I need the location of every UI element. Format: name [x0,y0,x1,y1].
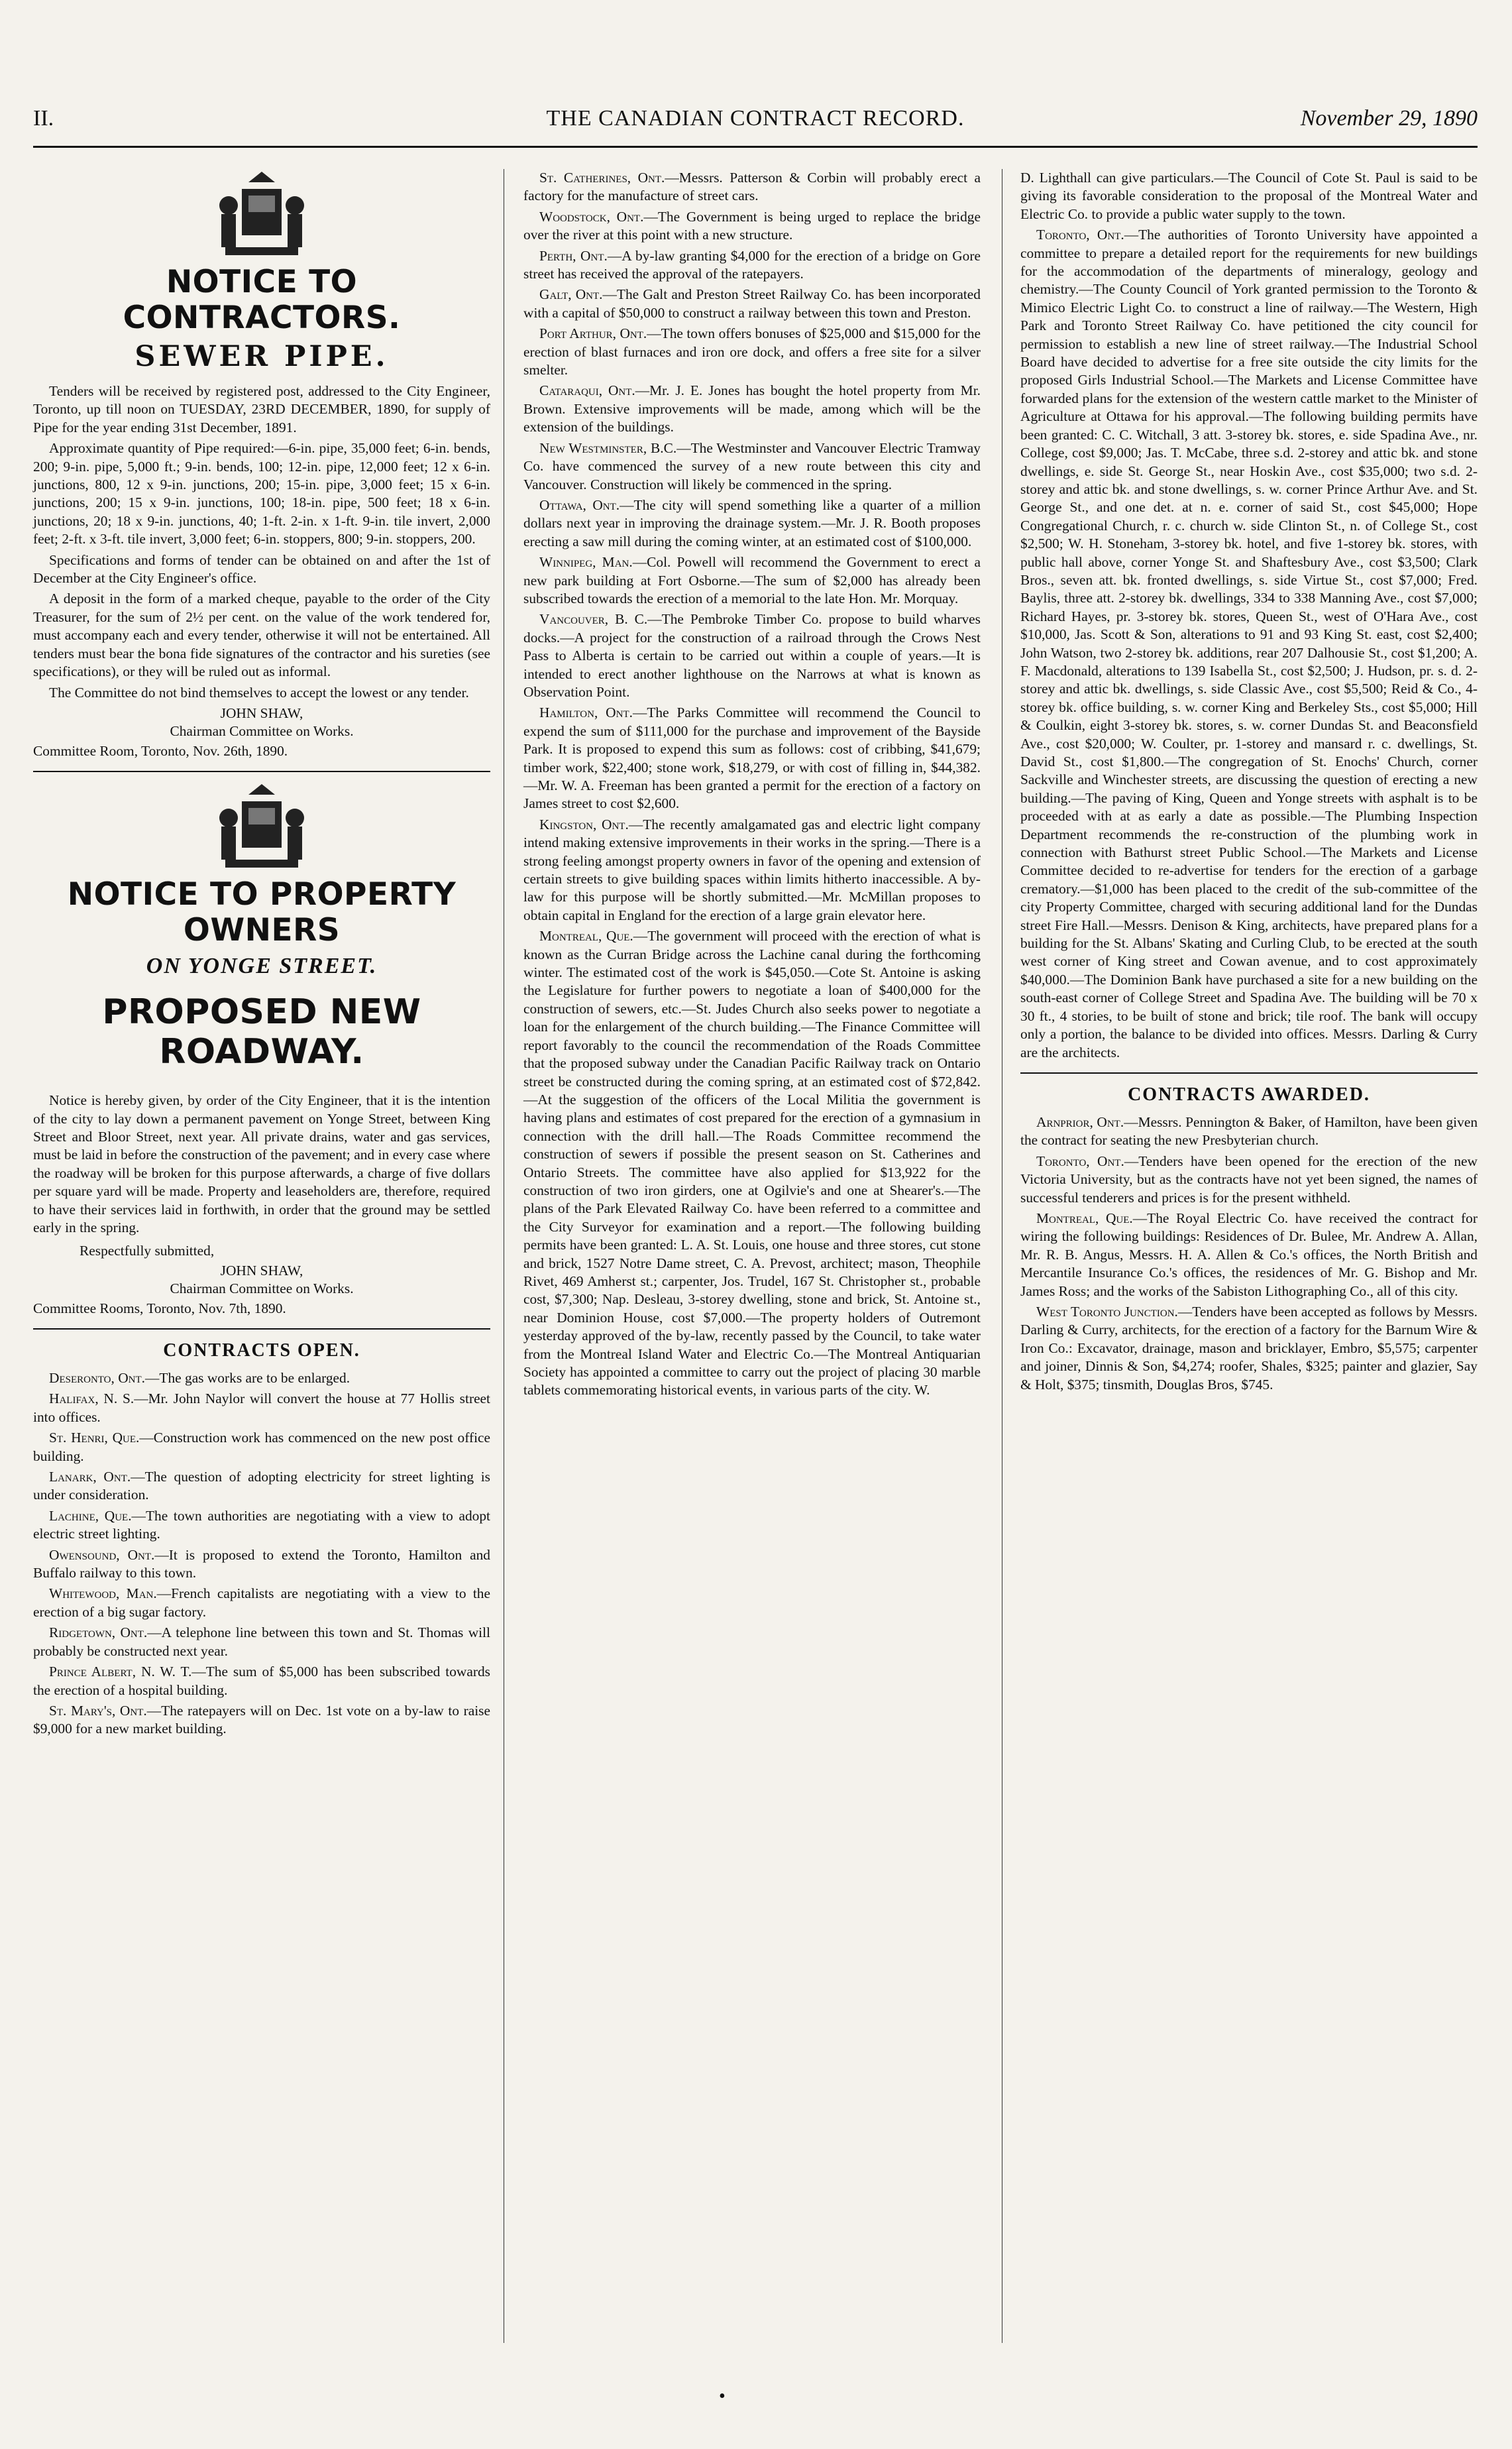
news-item [33,1546,490,1583]
item-text: —The authorities of Toronto University have appointed a committee to prepare a detailed report for the requirements for new buildings for the accommodation of the departments of mineralogy, geology and chemistry.—The County Council of York granted permission to the Toronto & Mimico Electric Light Co. to construct a line of railway.—The Western, High Park and Toronto Street Railway Co. have petitioned the city council for permission to establish a new line of street railway.—The Industrial School Board have decided to advertise for a free site outside the city limits for the proposed Girls Industrial School.—The Markets and License Committee have forwarded plans for the extension of the western cattle market to the Minister of Agriculture at Ottawa for his approval.—The following building permits have been granted: C. C. Witchall, 3 att. 3-storey bk. stores, e. side Spadina Ave., nr. College, cost $9,000; Jas. T. McCabe, three s.d. 2-storey and attic bk. and stone dwellings, e. side St. George St., near Hoskin Ave., cost $35,000; two s.d. 2-storey and attic bk. and stone dwellings, s. w. corner Prince Arthur Ave. and St. George St., and one det. at n. e. corner of said St., cost $45,000; Hope Congregational Church, r. c. church w. side Clinton St., n. of College St., cost $2,500; W. H. Stoneham, 3-storey bk. hotel, and five 1-storey bk. stores, with public hall above, corner Yonge St. and Shaftesbury Ave., cost $3,500; Clark Bros., seven att. bk. fronted dwellings, s. side Virtue St., cost $7,000; Fred. Baylis, three att. 2-storey bk. dwellings, 334 to 338 Manning Ave., cost $7,000; Richard Hayes, pr. 3-storey bk. stores, Queen St., west of O'Hara Ave., cost $10,000, Jas. Scott & Son, alterations to 91 and 93 King St. east, cost $2,400; John Watson, two 2-storey bk. additions, rear 207 Dalhousie St., cost $1,200; A. F. Macdonald, alterations to 139 Isabella St., cost $2,500; J. Hudson, pr. s. d. 2-storey and attic bk. dwellings, s. side Classic Ave., cost $5,500; Reid & Co., 4-storey bk. office building, s. w. corner King and Berkeley Sts., cost $5,000; Hill & Coulkin, eight 3-storey bk. stores, s. w. corner Dundas St. and Beaconsfield Ave., cost $20,000; W. Coulter, pr. 1-storey and mansard r. c. dwellings, St. David St., cost $1,800.—The congregation of St. Enochs' Church, corner Sackville and Winchester streets, are discussing the question of erecting a new building.—The paving of King, Queen and Yonge streets with asphalt is to be proceeded with at as early a date as possible.—The Plumbing Inspection Department recommends the re-construction of the plumbing work in connection with Bathurst street Public School.—The Markets and License Committee decided to re-advertise for tenders for the erection of a garbage crematory.—$1,000 has been placed to the credit of the sub-committee of the city Property Committee, charged with securing additional land for the Dundas street Fire Hall.—Messrs. Denison & King, architects, have prepared plans for a building for the St. Albans' Skating and Curling Club, to be erected at the south west corner of King street and Cowan avenue, and to cost approximately $40,000.—The Dominion Bank have purchased a site for a new building on the south-east corner of College Street and Spadina Ave. The building will be 70 x 30 ft., 4 stories, to be built of stone and brick; tile roof. The bank will occupy only a portion, the balance to be divided into offices. Messrs. Darling & Curry are the architects. [1020,227,1478,1060]
item-place: Prince Albert, N. W. T. [49,1664,192,1680]
news-item [1020,1210,1478,1300]
notice-paragraph: Specifications and forms of tender can be obtained on and after the 1st of December at the City Engineer's office. [33,551,490,587]
item-text: —Messrs. Pennington & Baker, of Hamilton, have been given the contract for seating the new Presbyterian church. [1020,1113,1478,1149]
news-items-list [523,169,981,1400]
item-place: New Westminster, B.C. [539,439,677,456]
item-text: —Col. Powell will recommend the Government to erect a new park building at Fort Osborne.—The sum of $2,000 has already been subscribed towards the erection of a memorial to the late Hon. Mr. Morquay. [523,554,981,606]
news-item [523,610,981,701]
journal-title: THE CANADIAN CONTRACT RECORD. [546,106,965,131]
page-number: II. [33,106,54,131]
item-text: —The recently amalgamated gas and electric light company intend making extensive improvements in their works in the spring.—There is a strong feeling amongst property owners in favor of the opening and extension of certain streets to give building spaces within limits hitherto inaccessible. A by-law for this purpose will be shortly submitted.—Mr. McMillan proposes to obtain capital in England for the erection of a large grain elevator here. [523,816,981,923]
item-text: —The Royal Electric Co. have received the contract for wiring the following buildings: Residences of Dr. Bulee, Mr. Andrew A. Allan, Mr. R. B. Angus, Messrs. H. A. Allen & Co.'s offices, the North British and Mercantile Insurance Co.'s offices, the residences of Mr. G. Bishop and Mr. James Ross; and the works of the Sabiston Lithographing Co., all of this city. [1020,1210,1478,1299]
news-item [33,1369,490,1387]
notice-paragraph: A deposit in the form of a marked cheque, payable to the order of the City Treasurer, for the sum of 2½ per cent. on the value of the work tendered for, must accompany each and every tender, otherwise it will not be entertained. All tenders must bear the bona fide signatures of the contractor and his sureties (see specifications), or they will be ruled out as informal. [33,591,490,680]
news-item [33,1468,490,1505]
notice-paragraph: Tenders will be received by registered post, addressed to the City Engineer, Toronto, up till noon on TUESDAY, 23RD DECEMBER, 1890, for supply of Pipe for the year ending 31st December, 1891. [33,383,490,435]
item-place: Galt, Ont. [539,286,603,303]
item-text: —The city will spend something like a quarter of a million dollars next year in improving the drainage system.—Mr. J. R. Booth proposes erecting a saw mill during the coming winter, at an estimated cost of $100,000. [523,496,981,549]
divider [33,771,490,772]
news-item [523,325,981,379]
item-text: —The Westminster and Vancouver Electric Tramway Co. have commenced the survey of a new route between this city and Vancouver. Construction will likely be commenced in the spring. [523,439,981,492]
signatory: JOHN SHAW, [220,1262,303,1279]
item-text: —The Government is being urged to replace the bridge over the river at this point with a new structure. [523,208,981,243]
signatory: JOHN SHAW, [220,705,303,721]
item-place: Perth, Ont. [539,247,608,264]
item-text: —The gas works are to be enlarged. [145,1370,351,1386]
section-heading: CONTRACTS OPEN. [163,1340,360,1361]
item-text: —Construction work has commenced on the new post office building. [33,1430,490,1464]
dateline: Committee Room, Toronto, Nov. 26th, 1890. [33,742,288,759]
news-item [523,496,981,551]
news-items-list [1020,226,1478,1062]
divider [1020,1072,1478,1074]
item-place: Whitewood, Man. [49,1585,157,1602]
news-item [523,208,981,245]
item-text: —A by-law granting $4,000 for the erection of a bridge on Gore street has received the approval of the ratepayers. [523,247,981,282]
item-text: —The Parks Committee will recommend the Council to expend the sum of $111,000 for the purchase and improvement of the Bayside Park. It is proposed to expend this sum as follows: cost of cribbing, $41,679; timber work, $22,400; stone work, $18,279, or with cost of filling in, $44,382.—Mr. W. A. Freeman has been granted a permit for the erection of a factory on James street to cost $2,600. [523,705,981,812]
news-item [1020,1153,1478,1207]
news-item [523,927,981,1400]
divider [33,1328,490,1330]
signatory-title: Chairman Committee on Works. [170,723,354,740]
notice-subheading: ON YONGE STREET. [146,954,378,979]
item-text: —The question of adopting electricity for street lighting is under consideration. [33,1469,490,1503]
notice-heading: NOTICE TO PROPERTY OWNERS [67,876,457,949]
contracts-open-list [33,1369,490,1738]
item-place: Montreal, Que. [539,928,633,944]
item-place: Winnipeg, Man. [539,554,633,571]
news-item [33,1585,490,1621]
contracts-awarded-list [1020,1113,1478,1394]
item-text: —The town offers bonuses of $25,000 and $15,000 for the erection of blast furnaces and iron ore dock, and offers a free site for a silver smelter. [523,325,981,378]
item-text: —The ratepayers will on Dec. 1st vote on a by-law to raise $9,000 for a new market building. [33,1702,490,1737]
item-place: Ridgetown, Ont. [49,1624,148,1641]
item-text: —It is proposed to extend the Toronto, Hamilton and Buffalo railway to this town. [33,1546,490,1581]
item-text: —Mr. John Naylor will convert the house at 77 Hollis street into offices. [33,1391,490,1425]
column-1 [33,169,490,1741]
news-item [33,1702,490,1738]
notice-paragraph: Notice is hereby given, by order of the City Engineer, that it is the intention of the city to lay down a permanent pavement on Yonge Street, between King Street and Bloor Street, next year. All private drains, water and gas services, must be laid in before the construction of the pavement; and in every case where the roadway will be broken for this purpose afterwards, a charge of five dollars per square yard will be made. Property and leaseholders are, therefore, required to have their services laid in forthwith, in order that the ground may be settled early in the spring. [33,1092,490,1235]
news-item [33,1390,490,1426]
item-place: Hamilton, Ont. [539,705,633,721]
item-place: Toronto, Ont. [1036,1153,1124,1169]
item-place: Cataraqui, Ont. [539,382,635,399]
news-item [33,1624,490,1660]
news-item [523,247,981,284]
running-head [33,106,1478,148]
column-3 [1020,169,1478,1396]
item-place: Woodstock, Ont. [539,208,644,225]
item-place: Owensound, Ont. [49,1546,155,1563]
news-item [523,553,981,608]
item-text: —Tenders have been opened for the erection of the new Victoria University, but as the contracts have not yet been signed, the names of successful tenderers and prices is for the present withheld. [1020,1153,1478,1206]
notice-paragraph: The Committee do not bind themselves to accept the lowest or any tender. [49,684,469,701]
notice-subheading: SEWER PIPE. [135,340,389,373]
item-place: Halifax, N. S. [49,1391,135,1407]
item-place: Vancouver, B. C. [539,611,648,628]
news-item [523,286,981,322]
news-item [523,169,981,205]
item-place: Ottawa, Ont. [539,496,620,513]
item-text: —The town authorities are negotiating with a view to adopt electric street lighting. [33,1507,490,1542]
city-seal-icon [212,169,311,262]
city-seal-icon [212,781,311,874]
item-place: Kingston, Ont. [539,816,629,832]
item-text: —Mr. J. E. Jones has bought the hotel property from Mr. Brown. Extensive improvements will be made, among which will be the extension of the buildings. [523,382,981,435]
news-item [33,1429,490,1465]
closing: Respectfully submitted, [80,1243,215,1259]
item-text: —Messrs. Patterson & Corbin will probably erect a factory for the manufacture of street cars. [523,170,981,204]
column-2 [523,169,981,1402]
news-item [523,816,981,925]
item-place: St. Henri, Que. [49,1430,140,1446]
item-place: West Toronto Junction. [1036,1303,1178,1320]
item-text: —French capitalists are negotiating with a view to the erection of a big sugar factory. [33,1585,490,1620]
notice-heading: PROPOSED NEW ROADWAY. [102,992,421,1072]
item-place: Lanark, Ont. [49,1469,131,1485]
news-item [523,704,981,813]
issue-date: November 29, 1890 [1300,106,1478,131]
item-place: St. Mary's, Ont. [49,1702,147,1719]
item-text: —The sum of $5,000 has been subscribed towards the erection of a hospital building. [33,1664,491,1698]
item-place: Arnprior, Ont. [1036,1113,1124,1130]
footer-mark: • [719,2386,726,2407]
news-item [1020,1303,1478,1394]
item-place: Toronto, Ont. [1036,227,1124,243]
dateline: Committee Rooms, Toronto, Nov. 7th, 1890. [33,1300,286,1316]
item-text: —Tenders have been accepted as follows by Messrs. Darling & Curry, architects, for the erection of a factory for the Barnum Wire & Iron Co.: Excavator, drainage, mason and bricklayer, Embro, $5,575; carpenter and joiner, Dinnis & Son, $4,274; roofer, Shales, $325; painter and glazier, Say & Holt, $375; tinsmith, Douglas Bros, $745. [1020,1303,1478,1393]
item-place: Lachine, Que. [49,1507,132,1524]
news-item [523,382,981,436]
news-item [523,439,981,494]
notice-paragraph: Approximate quantity of Pipe required:—6-in. pipe, 35,000 feet; 6-in. bends, 200; 9-in. pipe, 5,000 ft.; 9-in. bends, 100; 12-in. pipe, 12,000 feet; 12 x 6-in. junctions, 800, 12 x 9-in. junctions, 200; 15-in. pipe, 3,000 feet; 15 x 6-in. junctions, 200; 15 x 9-in. junctions, 100; 18-in. pipe, 500 feet; 18 x 6-in. junctions, 20; 18 x 9-in. junctions, 40; 1-ft. 2-in. x 1-ft. 9-in. tile invert, 2,000 feet; 2-ft. x 3-ft. tile invert, 3,000 feet; 6-in. stoppers, 800; 9-in. stoppers, 200. [33,440,490,547]
signatory-title: Chairman Committee on Works. [170,1281,354,1297]
item-place: Montreal, Que. [1036,1210,1133,1226]
section-heading: CONTRACTS AWARDED. [1128,1084,1370,1105]
continued-paragraph: D. Lighthall can give particulars.—The Council of Cote St. Paul is said to be giving its favorable consideration to the proposal of the Montreal Water and Electric Co. to provide a public water supply to the town. [1020,170,1478,222]
news-item [1020,1113,1478,1150]
item-text: —The Galt and Preston Street Railway Co. has been incorporated with a capital of $50,000 to construct a railway between this town and Preston. [523,286,981,321]
news-item [33,1507,490,1544]
news-item [33,1663,490,1699]
news-item [1020,226,1478,1062]
notice-heading: NOTICE TO CONTRACTORS. [123,264,401,336]
item-text: —A telephone line between this town and St. Thomas will probably be constructed next year. [33,1624,490,1659]
item-place: St. Catherines, Ont. [539,170,665,186]
item-place: Deseronto, Ont. [49,1370,145,1386]
item-text: —The Pembroke Timber Co. propose to build wharves docks.—A project for the construction of a railroad through the Crows Nest Pass to Alberta is certain to be carried out within a couple of years.—It is intended to erect another lighthouse on the Narrows at what is known as Observation Point. [523,611,981,700]
item-place: Port Arthur, Ont. [539,325,647,342]
item-text: —The government will proceed with the erection of what is known as the Curran Bridge across the Lachine canal during the forthcoming winter. The estimated cost of the work is $45,050.—Cote St. Antoine is asking the Legislature for further powers to negotiate a loan of $400,000 for the construction of sewers, etc.—St. Judes Church also seeks power to negotiate a loan for the enlargement of the church building.—The Finance Committee will report favorably to the council the recommendation of the Roads Committee that the proposed subway under the Canadian Pacific Railway track on Ontario street be constructed during the coming spring, at an estimated cost of $72,842.—At the suggestion of the officers of the Local Militia the government is having plans and estimates of cost prepared for the erection of a gymnasium in connection with the drill hall.—The Roads Committee recommend the construction of sewers if possible the present season on St. Catherines and Ontario Streets. The committee have also applied for $13,922 for the construction of two iron girders, one at Ogilvie's and one at Shearer's.—The plans of the Park Elevated Railway Co. have been referred to a committee and the City Surveyor for examination and a report.—The following building permits have been granted: L. A. St. Louis, one house and three stores, cut stone and brick, 1527 Notre Dame street, C. A. Prevost, architect; mason, Theophile Rivet, 469 Amherst st.; carpenter, Jos. Trudel, 167 St. Christopher st., probable cost, $7,300; Nap. Desleau, 3-storey dwelling, stone and brick, St. Antoine st., near Dominion House, cost $7,000.—The property holders of Outremont yesterday approved of the by-law, recently passed by the Council, to take water from the Montreal Island Water and Electric Co.—The Montreal Antiquarian Society has appointed a committee to carry out the project of placing 30 marble tablets commemorating historical events, in various parts of the city. W. [523,928,981,1398]
